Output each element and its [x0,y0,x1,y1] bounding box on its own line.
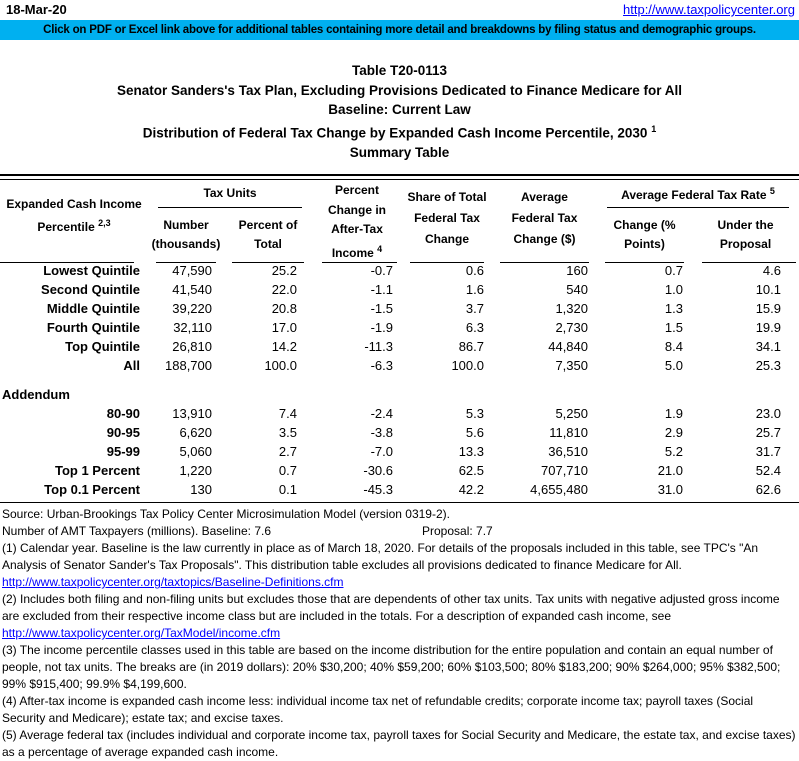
cell: 0.7 [278,463,297,478]
header-under-line2: Proposal [719,236,772,251]
cell: 20.8 [271,301,297,316]
title-baseline: Baseline: Current Law [328,102,471,117]
cell: 4,655,480 [530,482,588,497]
table-row [0,318,799,337]
cell: 62.5 [458,463,484,478]
cell: -30.6 [363,463,393,478]
header-tax-units [148,180,312,210]
table-row [0,480,799,499]
cell: -2.4 [370,406,393,421]
cell: -0.7 [370,263,393,278]
header-group-avg-tax-rate [597,180,799,263]
footnote-4: (4) After-tax income is expanded cash income less: individual income tax net of refundable credits; corporate income tax; payroll taxes (Social Security and Medicare); estate tax; and excise taxes. [2,694,754,725]
info-banner: Click on PDF or Excel link above for additional tables containing more detail and breakdowns by filing status and demographic groups. [0,20,799,40]
row-label: 90-95 [106,425,140,440]
cell: 25.2 [271,263,297,278]
header-number-thousands [148,210,224,263]
cell: 130 [190,482,212,497]
source-note: Source: Urban-Brookings Tax Policy Center Microsimulation Model (version 0319-2). [2,507,450,521]
main-rows [0,261,799,375]
cell: 62.6 [755,482,781,497]
header-rate-change-line1: Change (% [613,217,676,232]
table-row [0,404,799,423]
footnote-ref-4: 4 [377,243,383,254]
cell: 86.7 [458,339,484,354]
row-label: Top 0.1 Percent [44,482,140,497]
cell: 8.4 [664,339,683,354]
footnote-1: (1) Calendar year. Baseline is the law currently in place as of March 18, 2020. For details of the proposals included in this table, see TPC's "An Analysis of Senator Sander's Tax Proposals". This distribution table excludes all provisions dedicated to finance Medicare for All. [2,541,759,572]
cell: 0.6 [465,263,484,278]
cell: 1,220 [179,463,212,478]
header-number-line2: (thousands) [151,236,221,251]
amt-baseline-text: Number of AMT Taxpayers (millions). Baseline: 7.6 [2,524,271,538]
title-summary: Summary Table [349,144,450,160]
cell: 32,110 [173,320,212,335]
table-row [0,280,799,299]
header-pct-change-income-text: Income [331,245,374,260]
cell: 5.6 [465,425,484,440]
cell: 6,620 [179,425,212,440]
amt-note [2,523,796,540]
cell: 2,730 [555,320,588,335]
cell: 41,540 [172,282,212,297]
title-block [0,61,799,162]
header-pct-total-line1: Percent of [238,217,298,232]
header-avg-tax-rate-text: Average Federal Tax Rate [621,188,767,202]
cell: 7,350 [555,358,588,373]
cell: 25.7 [755,425,781,440]
row-label: 80-90 [106,406,140,421]
cell: 0.7 [664,263,683,278]
cell: 52.4 [755,463,781,478]
header-pct-change-line4 [312,240,402,264]
header-percentile-line1: Expanded Cash Income [6,196,142,211]
cell: 0.1 [278,482,297,497]
table-row [0,299,799,318]
cell: 13.3 [458,444,484,459]
row-label: 95-99 [106,444,140,459]
cell: 540 [566,282,588,297]
header-avg-tax-rate-subcols [597,210,799,263]
header-avg-line2: Federal Tax [511,211,578,225]
cell: 5.0 [664,358,683,373]
title-plan: Senator Sanders's Tax Plan, Excluding Provisions Dedicated to Finance Medicare for All [116,82,683,98]
cell: 7.4 [278,406,297,421]
header-pct-change-line2: Change in [327,202,386,217]
cell: -7.0 [370,444,393,459]
cell: 36,510 [548,444,588,459]
site-link[interactable]: http://www.taxpolicycenter.org [623,2,795,17]
footnotes [0,503,799,761]
header-avg-line1: Average [521,190,568,204]
footnote-3: (3) The income percentile classes used in this table are based on the income distribution for the entire population and contain an equal number of people, not tax units. The breaks are (in 2019 dollars): 20% $30,200; 40% $59,200; 60% $103,500; 80% $183,200; 90% $264,000; 95% $382,500; 99% $915,400; 99.9% $4,199,600. [2,643,781,691]
cell: 26,810 [172,339,212,354]
cell: -3.8 [370,425,393,440]
row-label: Second Quintile [41,282,140,297]
cell: -1.1 [370,282,393,297]
cell: -6.3 [370,358,393,373]
header-avg-line3: Change ($) [513,232,576,246]
header-tax-units-text: Tax Units [203,186,257,200]
cell: 15.9 [755,301,781,316]
cell: 6.3 [465,320,484,335]
footnote-ref-1: 1 [651,123,657,134]
cell: 188,700 [165,358,212,373]
cell: 39,220 [172,301,212,316]
cell: 23.0 [755,406,781,421]
table-row [0,461,799,480]
cell: 1.3 [664,301,683,316]
top-bar [0,0,799,20]
header-group-tax-units [148,180,312,263]
header-rate-change-line2: Points) [624,236,665,251]
cell: 14.2 [271,339,297,354]
row-label: Lowest Quintile [43,263,140,278]
header-percentile-text: Percentile [37,219,95,234]
cell: 47,590 [172,263,212,278]
cell: 2.7 [278,444,297,459]
header-tax-units-subcols [148,210,312,263]
header-pct-change-after-tax-income [312,180,402,263]
cell: 17.0 [271,320,297,335]
header-pct-change-line3: After-Tax [331,222,383,236]
table-row [0,423,799,442]
table-row [0,356,799,375]
table-row [0,442,799,461]
cell: 1.0 [664,282,683,297]
header-percentile [0,180,148,263]
amt-proposal-text: Proposal: 7.7 [422,524,493,538]
row-label: Top 1 Percent [54,463,140,478]
cell: 1.6 [465,282,484,297]
table-header [0,180,799,261]
header-avg-federal-tax-change [492,180,597,263]
title-distribution [0,120,799,143]
cell: 3.7 [465,301,484,316]
cell: 31.7 [755,444,781,459]
cell: 2.9 [664,425,683,440]
cell: 100.0 [264,358,297,373]
header-avg-tax-rate [597,180,799,210]
cell: 1.5 [664,320,683,335]
cell: 22.0 [271,282,297,297]
footnote-ref-2-3: 2,3 [98,217,111,228]
header-under-the-proposal [692,210,799,263]
cell: 5,060 [179,444,212,459]
header-share-of-total [402,180,492,263]
row-label: All [123,358,140,373]
cell: 10.1 [755,282,781,297]
header-rate-change-points [597,210,692,263]
row-label: Fourth Quintile [46,320,140,335]
header-number-line1: Number [163,217,209,232]
row-label: Middle Quintile [46,301,140,316]
title-distribution-text: Distribution of Federal Tax Change by Expanded Cash Income Percentile, 2030 [142,125,648,140]
cell: 44,840 [548,339,588,354]
table-row [0,337,799,356]
cell: -11.3 [364,339,393,354]
footnote-5: (5) Average federal tax (includes individual and corporate income tax, payroll taxes for Social Security and Medicare, the estate tax, and excise taxes) as a percentage of average expanded cash income. [2,728,796,759]
cell: -45.3 [363,482,393,497]
header-share-line2: Federal Tax [414,211,480,225]
cell: -1.5 [370,301,393,316]
cell: 100.0 [451,358,484,373]
header-pct-total-line2: Total [254,236,282,251]
header-pct-change-line1: Percent [334,183,380,197]
addendum-rows [0,404,799,499]
cell: 13,910 [172,406,212,421]
cell: 5.2 [664,444,683,459]
income-definition-link[interactable]: http://www.taxpolicycenter.org/TaxModel/income.cfm [2,626,281,640]
cell: 31.0 [657,482,683,497]
header-percentile-line2 [0,214,148,237]
cell: 42.2 [458,482,484,497]
cell: 5.3 [465,406,484,421]
cell: 1.9 [664,406,683,421]
cell: 19.9 [755,320,781,335]
baseline-definitions-link[interactable]: http://www.taxpolicycenter.org/taxtopics/Baseline-Definitions.cfm [2,575,344,589]
header-share-line3: Change [424,232,469,246]
addendum-label: Addendum [2,387,70,402]
cell: 160 [566,263,588,278]
footnote-2: (2) Includes both filing and non-filing units but excludes those that are dependents of other tax units. Tax units with negative adjusted gross income are excluded from their respective income class but are included in the totals. For a description of expanded cash income, see [2,592,780,623]
date-label: 18-Mar-20 [6,2,67,17]
cell: 11,810 [549,425,588,440]
cell: 34.1 [755,339,781,354]
row-label: Top Quintile [65,339,140,354]
cell: 3.5 [278,425,297,440]
table-number: Table T20-0113 [351,63,448,78]
header-percent-of-total [224,210,312,263]
footnote-ref-5: 5 [769,186,775,196]
cell: 4.6 [762,263,781,278]
cell: 25.3 [755,358,781,373]
table-row [0,261,799,280]
cell: 707,710 [541,463,588,478]
cell: 5,250 [555,406,588,421]
cell: -1.9 [370,320,393,335]
cell: 1,320 [555,301,588,316]
header-under-line1: Under the [717,217,774,232]
cell: 21.0 [657,463,683,478]
header-share-line1: Share of Total [407,190,487,204]
